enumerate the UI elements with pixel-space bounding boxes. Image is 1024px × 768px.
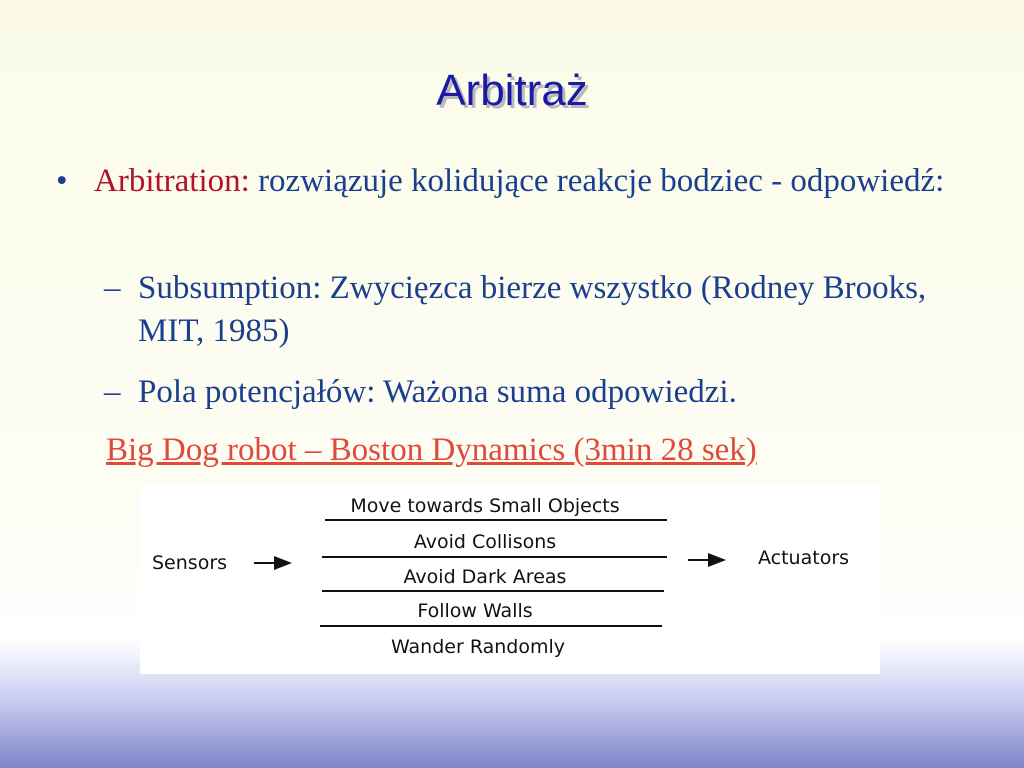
- bullet-description: rozwiązuje kolidujące reakcje bodziec - odpowiedź:: [249, 163, 945, 199]
- layer-label: Avoid Dark Areas: [403, 566, 567, 588]
- diagram-input-label: Sensors: [152, 552, 228, 574]
- output-arrow-icon: [688, 553, 726, 567]
- layer-label: Wander Randomly: [390, 636, 566, 658]
- slide-title: Arbitraż: [436, 66, 588, 115]
- bullet-term: Arbitration:: [94, 163, 250, 199]
- subsumption-diagram-svg: [140, 484, 880, 674]
- layer-label: Move towards Small Objects: [350, 495, 620, 517]
- sub-item-text: Subsumption: Zwycięzca bierze wszystko (Rodney Brooks, MIT, 1985): [138, 270, 927, 349]
- bullet-dot-icon: •: [56, 163, 68, 199]
- bullet-text: [94, 160, 974, 203]
- video-link[interactable]: Big Dog robot – Boston Dynamics (3min 28 sek): [106, 432, 757, 468]
- input-arrow-icon: [254, 556, 292, 570]
- subsumption-diagram: [140, 484, 880, 674]
- sub-dash: –: [104, 374, 121, 410]
- sub-dash: –: [104, 270, 121, 306]
- diagram-output-label: Actuators: [758, 547, 850, 569]
- layer-label: Follow Walls: [417, 600, 533, 622]
- layer-label: Avoid Collisons: [413, 531, 557, 553]
- sub-item-text: Pola potencjałów: Ważona suma odpowiedzi.: [138, 374, 737, 410]
